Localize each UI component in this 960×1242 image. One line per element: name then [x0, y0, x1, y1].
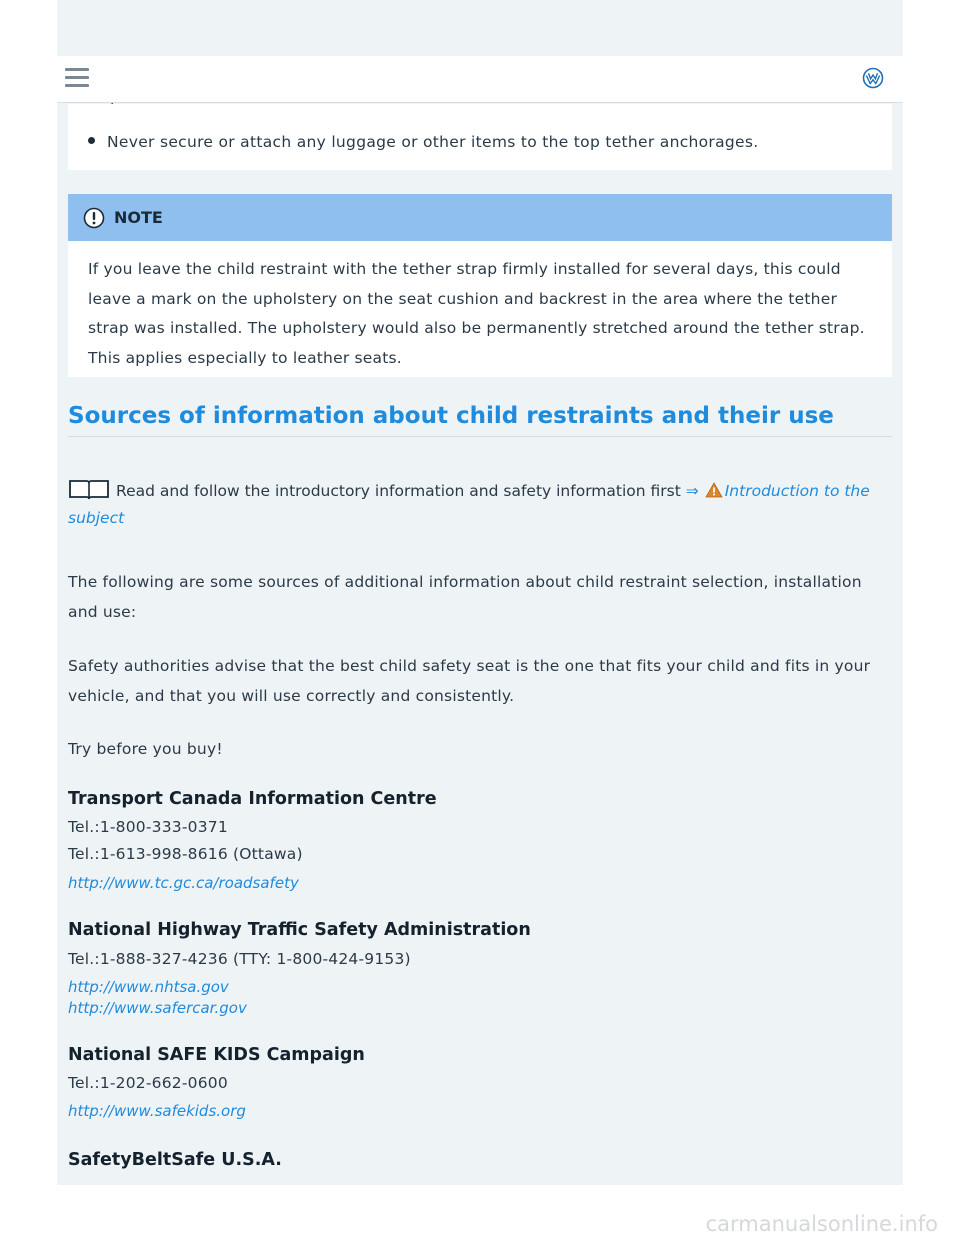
org-website-link[interactable]: http://www.tc.gc.ca/roadsafety: [68, 874, 299, 892]
note-label: NOTE: [114, 208, 163, 227]
open-book-icon: [68, 478, 110, 500]
reference-arrow: ⇒: [685, 482, 699, 500]
paragraph: The following are some sources of additional information about child restraint selection, installation and use:: [68, 573, 862, 621]
note-line: strap was installed. The upholstery would also be permanently stretched around the tether strap.: [88, 319, 865, 337]
section-title: Sources of information about child restraints and their use: [68, 403, 834, 429]
note-line: leave a mark on the upholstery on the seat cushion and backrest in the area where the tether: [88, 289, 838, 308]
exclamation-circle-icon: [83, 207, 105, 229]
note-body: [68, 241, 892, 377]
warning-list-card: [68, 104, 892, 170]
hamburger-menu-icon[interactable]: [65, 68, 89, 88]
paragraph: Try before you buy!: [68, 740, 223, 758]
paragraph: Safety authorities advise that the best child safety seat is the one that fits your child and fits in your vehicle, and that you will use correctly and consistently.: [68, 657, 871, 705]
vw-logo-icon[interactable]: [862, 67, 884, 89]
org-phone: Tel.:1-800-333-0371: [68, 818, 228, 836]
list-item-text: Never secure or attach any luggage or other items to the top tether anchorages.: [107, 133, 759, 151]
note-header: [68, 194, 892, 241]
watermark-text: carmanualsonline.info: [705, 1212, 938, 1236]
bullet-icon: [88, 137, 95, 144]
list-item: [88, 133, 758, 151]
org-title: National SAFE KIDS Campaign: [68, 1045, 365, 1065]
introduction-link[interactable]: Introduction to the subject: [68, 482, 870, 527]
org-title: Transport Canada Information Centre: [68, 789, 437, 809]
org-phone: Tel.:1-888-327-4236 (TTY: 1-800-424-9153): [68, 950, 411, 968]
org-phone: Tel.:1-202-662-0600: [68, 1074, 228, 1092]
org-phone: Tel.:1-613-998-8616 (Ottawa): [68, 845, 303, 863]
intro-text: Read and follow the introductory information and safety information first: [116, 482, 681, 500]
org-website-link[interactable]: http://www.safekids.org: [68, 1102, 246, 1120]
intro-reference: [68, 478, 888, 532]
org-website-link[interactable]: http://www.nhtsa.gov: [68, 978, 229, 996]
org-title: National Highway Traffic Safety Administration: [68, 920, 531, 940]
org-title: SafetyBeltSafe U.S.A.: [68, 1150, 282, 1170]
org-website-link[interactable]: http://www.safercar.gov: [68, 999, 247, 1017]
note-line: If you leave the child restraint with the tether strap firmly installed for several days, this could: [88, 260, 841, 278]
top-navigation-bar: [57, 56, 903, 103]
warning-triangle-icon: [705, 482, 723, 498]
section-divider: [68, 436, 892, 437]
note-line: This applies especially to leather seats.: [88, 348, 402, 367]
